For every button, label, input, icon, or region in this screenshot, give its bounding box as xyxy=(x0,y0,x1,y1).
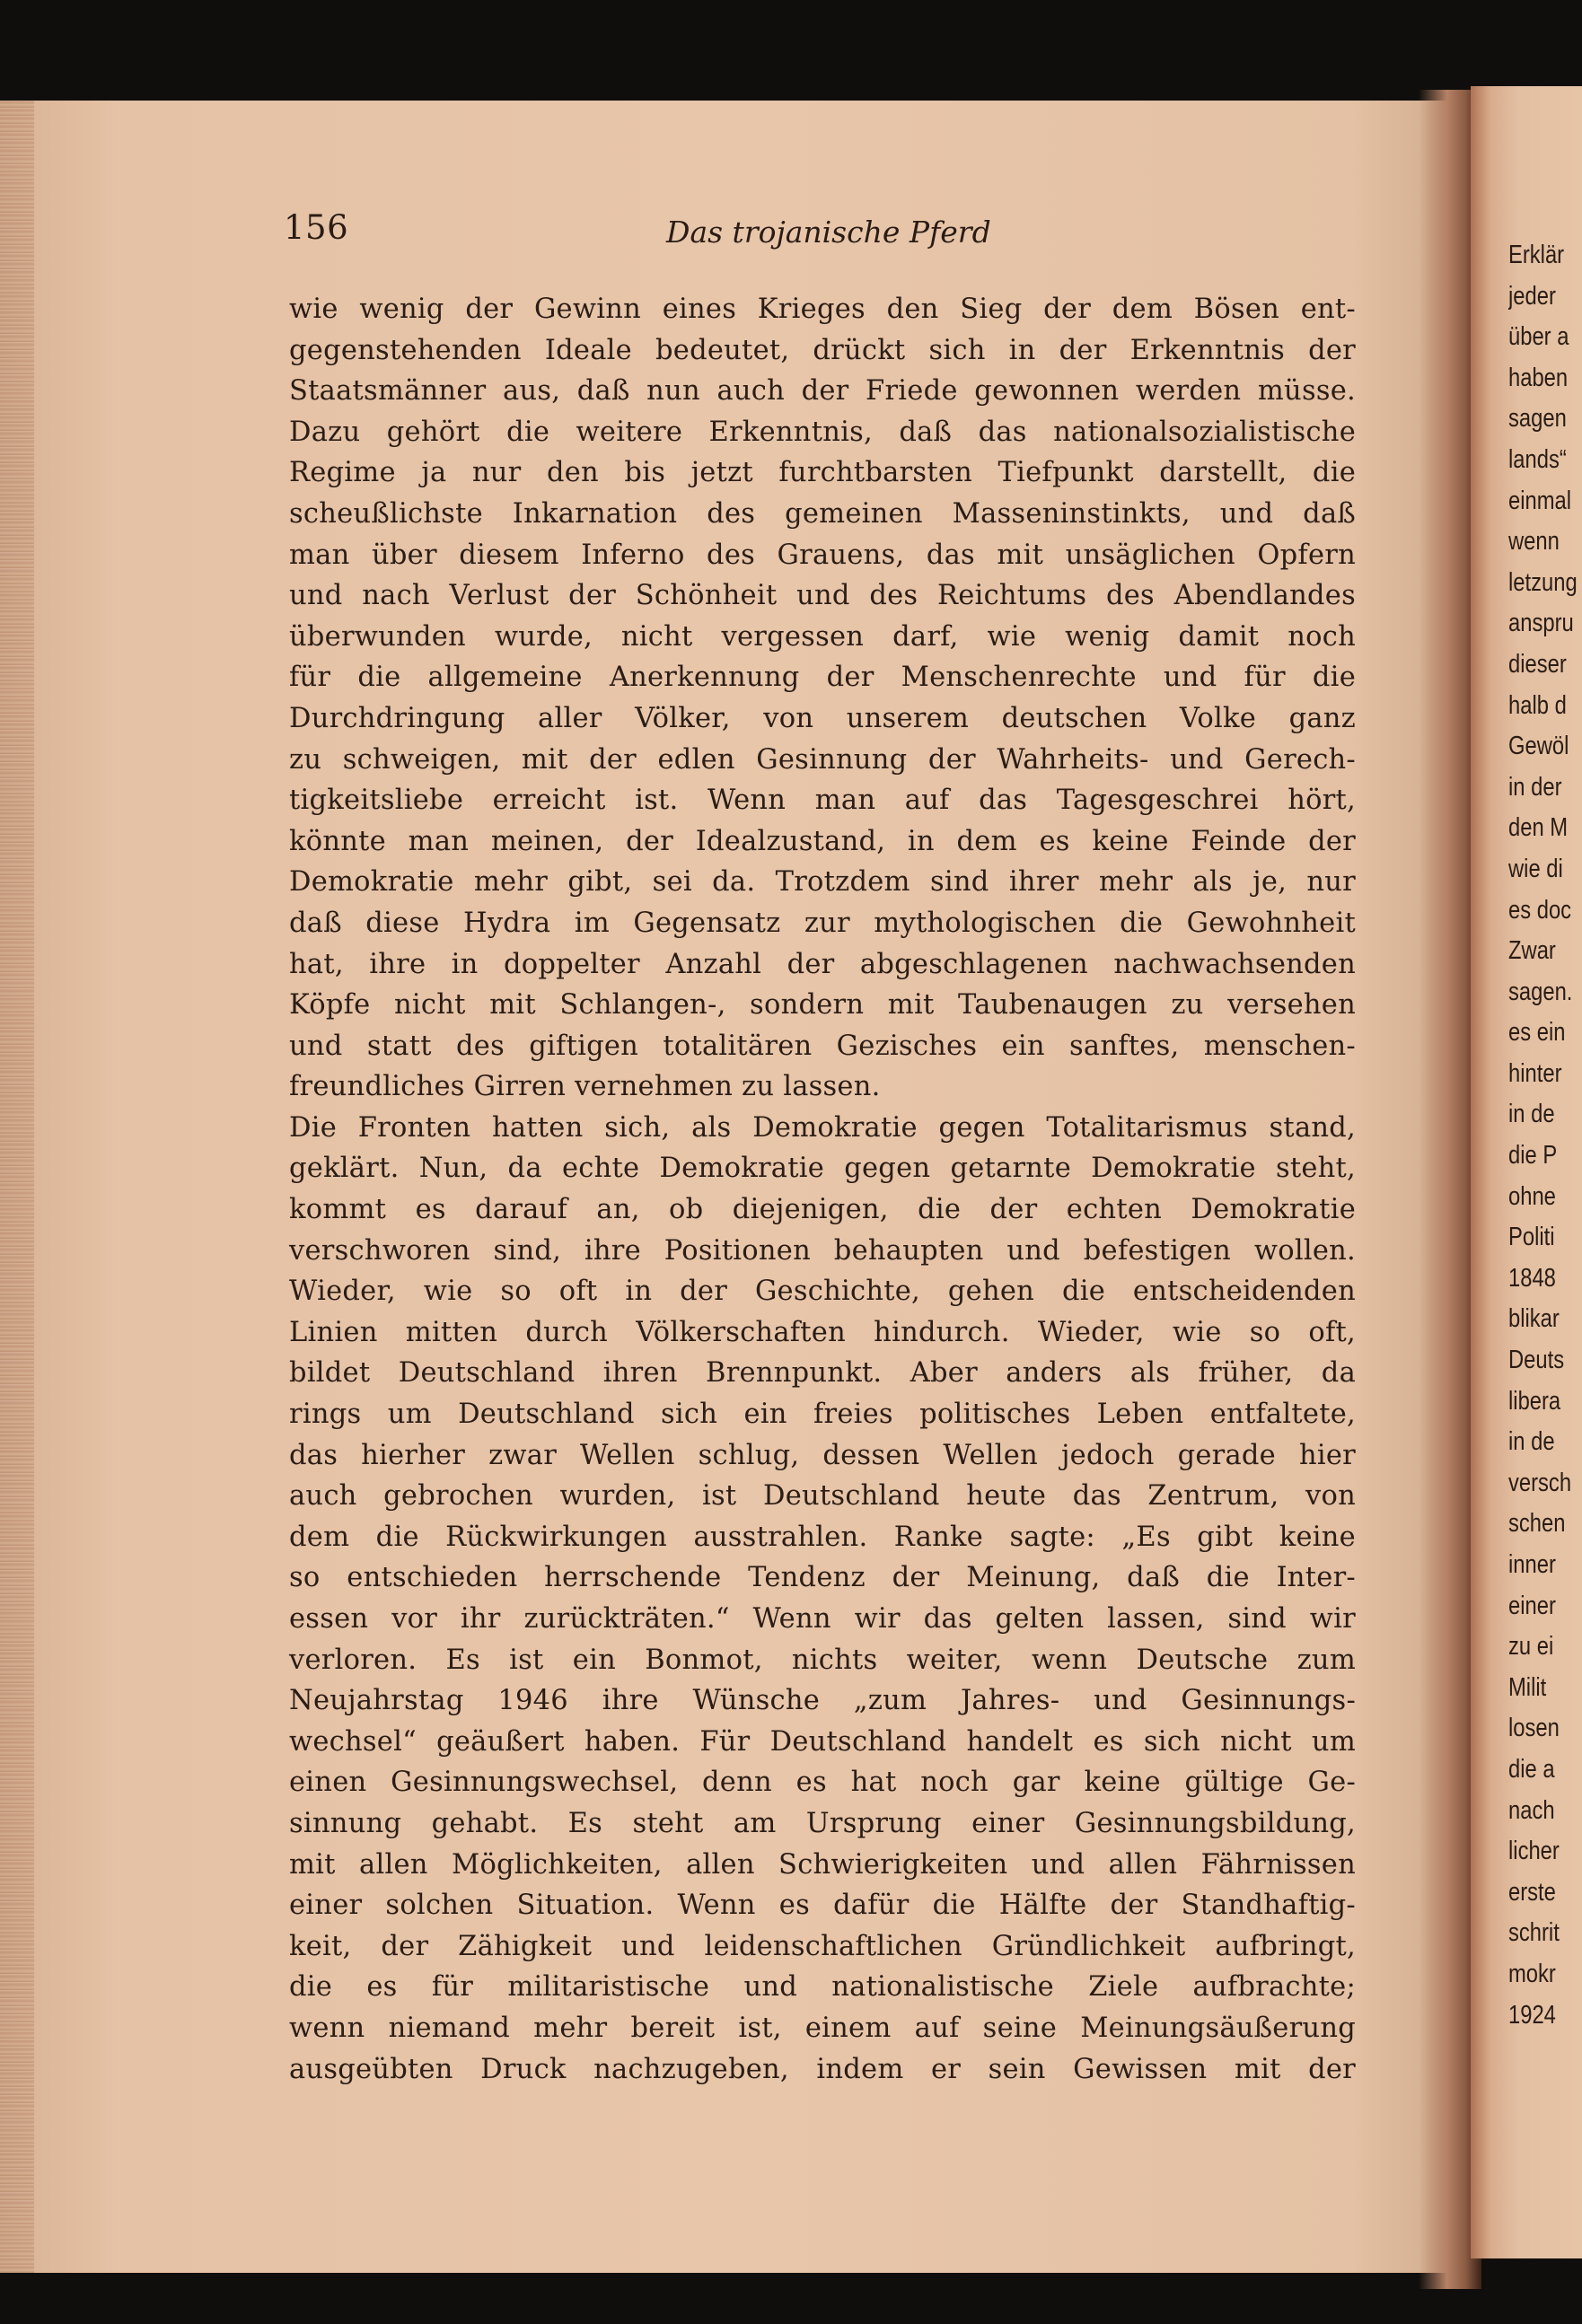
text-line: überwunden wurde, nicht vergessen darf, wie wenig damit noch xyxy=(289,620,1356,653)
page-edges xyxy=(0,101,34,2273)
text-line: scheußlichste Inkarnation des gemeinen Masseninstinkts, und daß xyxy=(289,497,1356,530)
right-text-line: 1848 xyxy=(1508,1263,1556,1293)
right-text-line: erste xyxy=(1508,1877,1556,1907)
text-line: und nach Verlust der Schönheit und des Reichtums des Abendlandes xyxy=(289,580,1356,612)
text-line: Köpfe nicht mit Schlangen-, sondern mit Taubenaugen zu versehen xyxy=(289,989,1356,1022)
running-title: Das trojanische Pferd xyxy=(666,215,991,250)
right-text-line: nach xyxy=(1508,1795,1555,1825)
text-line: Linien mitten durch Völkerschaften hindurch. Wieder, wie so oft, xyxy=(289,1316,1356,1348)
text-line: wie wenig der Gewinn eines Krieges den Sieg der dem Bösen ent- xyxy=(289,294,1356,325)
text-line: man über diesem Inferno des Grauens, das mit unsäglichen Opfern xyxy=(289,539,1356,571)
right-text-line: in der xyxy=(1508,772,1562,802)
text-line: gegenstehenden Ideale bedeutet, drückt sich in der Erkenntnis der xyxy=(289,334,1356,366)
text-line: keit, der Zähigkeit und leidenschaftlichen Gründlichkeit aufbringt, xyxy=(289,1930,1356,1962)
right-text-line: schrit xyxy=(1508,1918,1560,1948)
right-text-line: letzung xyxy=(1508,567,1578,597)
text-line: hat, ihre in doppelter Anzahl der abgeschlagenen nachwachsenden xyxy=(289,948,1356,980)
page-number: 156 xyxy=(284,208,349,247)
text-line: mit allen Möglichkeiten, allen Schwierigkeiten und allen Fährnissen xyxy=(289,1848,1356,1881)
right-text-line: es doc xyxy=(1508,895,1572,925)
right-text-line: halb d xyxy=(1508,690,1567,720)
right-text-line: 1924 xyxy=(1508,2000,1556,2030)
text-line: einer solchen Situation. Wenn es dafür die Hälfte der Standhaftig- xyxy=(289,1890,1356,1922)
text-line: die es für militaristische und nationalistische Ziele aufbrachte; xyxy=(289,1971,1356,2004)
right-text-line: einmal xyxy=(1508,486,1572,515)
text-line: verloren. Es ist ein Bonmot, nichts weiter, wenn Deutsche zum xyxy=(289,1644,1356,1676)
text-line: Durchdringung aller Völker, von unserem deutschen Volke ganz xyxy=(289,702,1356,734)
right-text-line: in de xyxy=(1508,1427,1555,1457)
text-line: Wieder, wie so oft in der Geschichte, gehen die entscheidenden xyxy=(289,1276,1356,1308)
right-text-line: wie di xyxy=(1508,854,1563,883)
right-text-line: sagen xyxy=(1508,404,1567,434)
right-text-line: licher xyxy=(1508,1837,1560,1866)
right-text-line: anspru xyxy=(1508,609,1574,638)
right-page-text xyxy=(1508,235,1582,2036)
text-line: wenn niemand mehr bereit ist, einem auf seine Meinungsäußerung xyxy=(289,2012,1356,2044)
text-line: Regime ja nur den bis jetzt furchtbarsten Tiefpunkt darstellt, die xyxy=(289,457,1356,489)
right-text-line: sagen. xyxy=(1508,977,1573,1006)
text-line: für die allgemeine Anerkennung der Menschenrechte und für die xyxy=(289,662,1356,694)
text-line: Die Fronten hatten sich, als Demokratie gegen Totalitarismus stand, xyxy=(289,1111,1356,1144)
text-line: so entschieden herrschende Tendenz der Meinung, daß die Inter- xyxy=(289,1562,1356,1594)
right-text-line: haben xyxy=(1508,363,1569,392)
text-line: geklärt. Nun, da echte Demokratie gegen getarnte Demokratie steht, xyxy=(289,1153,1356,1185)
right-text-line: Milit xyxy=(1508,1672,1547,1702)
text-line: bildet Deutschland ihren Brennpunkt. Aber anders als früher, da xyxy=(289,1357,1356,1390)
text-line: Demokratie mehr gibt, sei da. Trotzdem sind ihrer mehr als je, nur xyxy=(289,866,1356,899)
text-line: Dazu gehört die weitere Erkenntnis, daß das nationalsozialistische xyxy=(289,416,1356,448)
right-text-line: inner xyxy=(1508,1550,1556,1579)
right-text-line: versch xyxy=(1508,1468,1572,1497)
right-text-line: blikar xyxy=(1508,1304,1560,1334)
text-line: sinnung gehabt. Es steht am Ursprung einer Gesinnungsbildung, xyxy=(289,1807,1356,1839)
right-text-line: wenn xyxy=(1508,527,1560,557)
right-text-line: über a xyxy=(1508,322,1569,352)
right-text-line: einer xyxy=(1508,1591,1556,1620)
text-line: rings um Deutschland sich ein freies politisches Leben entfaltete, xyxy=(289,1399,1356,1431)
text-line: verschworen sind, ihre Positionen behaupten und befestigen wollen. xyxy=(289,1234,1356,1267)
text-line: essen vor ihr zurückträten.“ Wenn wir das gelten lassen, sind wir xyxy=(289,1603,1356,1635)
right-text-line: ohne xyxy=(1508,1181,1556,1211)
text-line: dem die Rückwirkungen ausstrahlen. Ranke sagte: „Es gibt keine xyxy=(289,1521,1356,1553)
text-line: kommt es darauf an, ob diejenigen, die der echten Demokratie xyxy=(289,1194,1356,1226)
right-text-line: zu ei xyxy=(1508,1632,1554,1662)
text-line: daß diese Hydra im Gegensatz zur mythologischen die Gewohnheit xyxy=(289,907,1356,939)
right-text-line: die P xyxy=(1508,1141,1558,1171)
text-line: auch gebrochen wurden, ist Deutschland heute das Zentrum, von xyxy=(289,1480,1356,1513)
text-line: Neujahrstag 1946 ihre Wünsche „zum Jahres- und Gesinnungs- xyxy=(289,1685,1356,1717)
right-text-line: libera xyxy=(1508,1386,1561,1416)
right-text-line: den M xyxy=(1508,813,1569,843)
right-text-line: losen xyxy=(1508,1714,1560,1743)
right-text-line: in de xyxy=(1508,1100,1555,1129)
right-text-line: Erklär xyxy=(1508,241,1565,269)
right-text-line: lands“ xyxy=(1508,444,1567,474)
text-line: das hierher zwar Wellen schlug, dessen Wellen jedoch gerade hier xyxy=(289,1439,1356,1471)
right-text-line: mokr xyxy=(1508,1959,1556,1988)
text-line: freundliches Girren vernehmen zu lassen. xyxy=(289,1071,881,1103)
text-line: und statt des giftigen totalitären Gezisches ein sanftes, menschen- xyxy=(289,1030,1356,1062)
right-text-line: Deuts xyxy=(1508,1346,1565,1375)
right-text-line: Gewöl xyxy=(1508,732,1569,761)
right-text-line: hinter xyxy=(1508,1058,1562,1088)
text-line: könnte man meinen, der Idealzustand, in dem es keine Feinde der xyxy=(289,825,1356,857)
text-line: tigkeitsliebe erreicht ist. Wenn man auf das Tagesgeschrei hört, xyxy=(289,785,1356,817)
right-text-line: Zwar xyxy=(1508,936,1556,966)
text-line: zu schweigen, mit der edlen Gesinnung der Wahrheits- und Gerech- xyxy=(289,743,1356,776)
right-text-line: es ein xyxy=(1508,1018,1566,1048)
text-line: ausgeübten Druck nachzugeben, indem er sein Gewissen mit der xyxy=(289,2053,1356,2085)
right-text-line: Politi xyxy=(1508,1223,1555,1252)
body-text xyxy=(289,289,1356,2090)
right-text-line: dieser xyxy=(1508,649,1567,679)
text-line: einen Gesinnungswechsel, denn es hat noch gar keine gültige Ge- xyxy=(289,1767,1356,1799)
right-text-line: schen xyxy=(1508,1509,1566,1539)
right-text-line: die a xyxy=(1508,1754,1555,1784)
right-text-line: jeder xyxy=(1508,281,1556,311)
text-line: Staatsmänner aus, daß nun auch der Friede gewonnen werden müsse. xyxy=(289,375,1356,408)
text-line: wechsel“ geäußert haben. Für Deutschland handelt es sich nicht um xyxy=(289,1725,1356,1758)
